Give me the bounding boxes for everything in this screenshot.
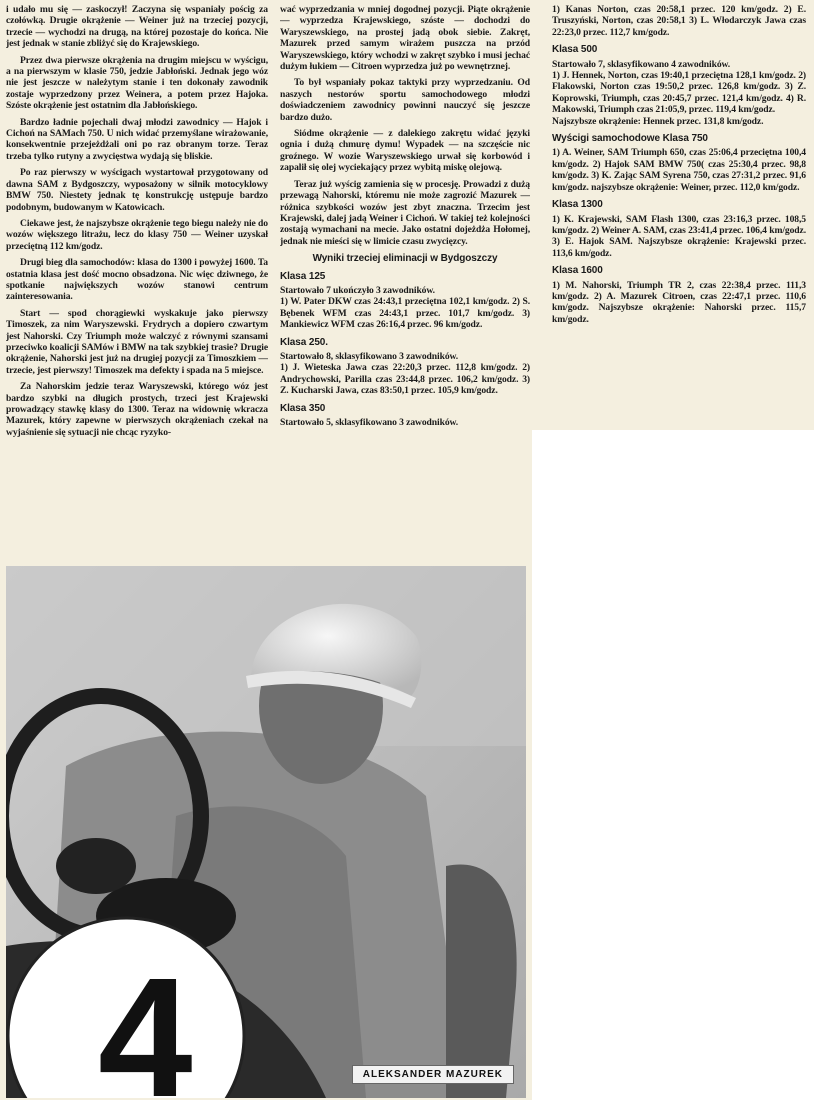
class-result: 1) A. Weiner, SAM Triumph 650, czas 25:06,4 przeciętna 100,4 km/godz. 2) Hajok SAM BMW 750( czas 25:30,4 przec. 98,8 km/godz. 3) K. Zając SAM Syrena 750, czas 27:31,2 przec. 91,6 km/godz. najszybsze okrążenie: Weiner, przec. 112,0 km/godz. [552,147,806,193]
class-heading: Klasa 1300 [552,199,603,211]
class-result: 1) J. Wieteska Jawa czas 22:20,3 przec. 112,8 km/godz. 2) Andrychowski, Parilla czas 23:44,8 przec. 106,2 km/godz. 3) Z. Kucharski Jawa, czas 83:50,1 przec. 105,9 km/godz. [280,362,530,397]
class-results-125 [280,271,530,331]
class-results-500 [552,44,806,127]
class-heading: Klasa 500 [552,44,598,56]
class-results-1600 [552,265,806,325]
article-column-3 [552,4,806,429]
class-heading: Klasa 350 [280,402,326,414]
class-summary: Startowało 8, sklasyfikowano 3 zawodników. [280,350,459,362]
article-paragraph: Po raz pierwszy w wyścigach wystartował przygotowany od dawna SAM z Bydgoszczy, wyposażony w silnik motocyklowy BMW 750. Niestety jednak tę konstrukcję ustępuje bardzo podobnym, budowanym w Katowicach. [6,167,268,213]
results-heading: Wyniki trzeciej eliminacji w Bydgoszczy [312,253,498,265]
class-results-350 [280,403,530,429]
class-summary: Startowało 7 ukończyło 3 zawodników. [280,284,435,296]
fastest-lap: Najszybsze okrążenie: Hennek przec. 131,8 km/godz. [552,115,764,127]
class-result: 1) K. Krajewski, SAM Flash 1300, czas 23:16,3 przec. 108,5 km/godz. 2) Weiner A. SAM, czas 23:41,4 przec. 106,4 km/godz. 3) E. Hajok SAM. Najszybsze okrążenie: Krajewski przec. 113,6 km/godz. [552,213,806,259]
article-paragraph: Ciekawe jest, że najszybsze okrążenie tego biegu należy nie do wozów większego litrażu, lecz do klasy 750 — Weiner uzyskał przeciętną 112 km/godz. [6,217,268,252]
class-heading: Klasa 1600 [552,265,603,277]
class-results-750 [552,133,806,193]
article-column-1 [6,4,268,549]
class-result: 1) M. Nahorski, Triumph TR 2, czas 22:38,4 przec. 111,3 km/godz. 2) A. Mazurek Citroen, czas 22:47,1 przec. 110,6 km/godz. Najszybsze okrążenie: Nahorski przec. 115,7 km/godz. [552,279,806,325]
driver-photo-illustration [6,566,526,1098]
article-paragraph: i udało mu się — zaskoczył! Zaczyna się wspaniały pościg za czołówką. Drugie okrążenie — Weiner już na trzeciej pozycji, trzecie — wychodzi na drugą, na której pozostaje do końca. Nie jest jednak w stanie zbliżyć się do Krajewskiego. [6,4,268,50]
class-results-250 [280,337,530,397]
article-paragraph: Teraz już wyścig zamienia się w procesję. Prowadzi z dużą przewagą Nahorski, któremu nie może zagrozić Mazurek — różnica szybkości wozów jest zbyt znaczna. Trzecim jest Krajewski, dalej jadą Weiner i Cichoń. W takiej też kolejności zostają wymachani na mecie. Jako ostatni dojeżdża Hołomej, jednak nie mieści się w limicie czasu zwycięzcy. [280,178,530,247]
article-column-2 [280,4,530,549]
driver-photo [6,566,526,1098]
article-paragraph: Bardzo ładnie pojechali dwaj młodzi zawodnicy — Hajok i Cichoń na SAMach 750. U nich widać przemyślane wirażowanie, konsekwentnie przejeżdżali oni po raz obranym torze. Teraz trzeba tylko rutyny a zwycięstwa wydają się bliskie. [6,116,268,162]
class-heading: Klasa 125 [280,270,326,282]
class-summary: Startowało 7, sklasyfikowano 4 zawodników. [552,58,731,70]
class-result: 1) W. Pater DKW czas 24:43,1 przeciętna 102,1 km/godz. 2) S. Bębenek WFM czas 24:43,1 przec. 101,7 km/godz. 3) Mankiewicz WFM czas 26:16,4 przec. 96 km/godz. [280,296,530,331]
class-results-1300 [552,199,806,259]
class-heading: Wyścigi samochodowe Klasa 750 [552,133,708,145]
photo-caption: ALEKSANDER MAZUREK [352,1065,514,1084]
article-paragraph: Przez dwa pierwsze okrążenia na drugim miejscu w wyścigu, a na pierwszym w klasie 750, jedzie Jabłoński. Jednak jego wóz nie jest jeszcze w należytym stanie i ten dokonały zawodnik zostaje wyprzedzony przez Weinera, a potem przez Hajoka. Szóste okrążenie jest ostatnim dla Jabłońskiego. [6,54,268,112]
article-paragraph: Drugi bieg dla samochodów: klasa do 1300 i powyżej 1600. Ta ostatnia klasa jest dość mocno obsadzona. Nic więc dziwnego, że spotkanie największych wozów stanowi centrum zainteresowania. [6,257,268,303]
article-paragraph: wać wyprzedzania w mniej dogodnej pozycji. Piąte okrążenie — wyprzedza Krajewskiego, szóste — dochodzi do Waryszewskiego, na prostej jadą obok siebie. Zakręt, Mazurek przed samym wirażem puszcza na przód Waryszewskiego, który wchodzi w zakręt szybko i musi jechać dużym łukiem — Citroen wyprzedza już po wewnętrznej. [280,4,530,73]
article-paragraph: Za Nahorskim jedzie teraz Waryszewski, którego wóz jest bardzo szybki na długich prostych, trzeci jest Krajewski prowadzący stawkę klasy do 1300. Teraz na widownię wkracza Mazurek, który zapewne w pierwszych okrążeniach czekał na wyjaśnienie się sytuacji nie chcąc ryzyko- [6,381,268,438]
class-summary: Startowało 5, sklasyfikowano 3 zawodników. [280,417,459,428]
article-paragraph: Start — spod chorągiewki wyskakuje jako pierwszy Timoszek, za nim Waryszewski. Frydrych a dopiero czwartym jest Nahorski. Czy Triumph może walczyć z równymi szansami przeciwko koalicji SAMów i BMW na tak szybkiej trasie? Drugie okrążenie, Nahorski jest już na drugiej pozycji za Timoszkiem — trzecie, jest pierwszy! Timoszek ma defekty i spada na 5 miejsce. [6,307,268,376]
class-result: 1) Kanas Norton, czas 20:58,1 przec. 120 km/godz. 2) E. Truszyński, Norton, czas 20:58,1 3) L. Włodarczyk Jawa czas 22:23,0 przec. 112,7 km/godz. [552,4,806,38]
article-paragraph: Siódme okrążenie — z dalekiego zakrętu widać języki ognia i dużą chmurę dymu! Wypadek — na szczęście nic groźnego. W wozie Waryszewskiego urwał się korbowód i zapalił się olej wyciekający przez wybitą miskę olejową. [280,128,530,174]
class-heading: Klasa 250. [280,336,328,348]
car-number: 4 [98,943,193,1098]
article-paragraph: To był wspaniały pokaz taktyki przy wyprzedzaniu. Od naszych nestorów sportu samochodowego młodzi doświadczeniem zawodnicy powinni nauczyć się jeszcze bardzo dużo. [280,77,530,123]
class-result: 1) J. Hennek, Norton, czas 19:40,1 przeciętna 128,1 km/godz. 2) Flakowski, Norton czas 19:50,2 przec. 126,8 km/godz. 3) Z. Koprowski, Triumph, czas 20:45,7 przec. 121,4 km/godz. 4) R. Makowski, Triumph czas 21:05,9, przec. 119,4 km/godz. [552,70,806,116]
